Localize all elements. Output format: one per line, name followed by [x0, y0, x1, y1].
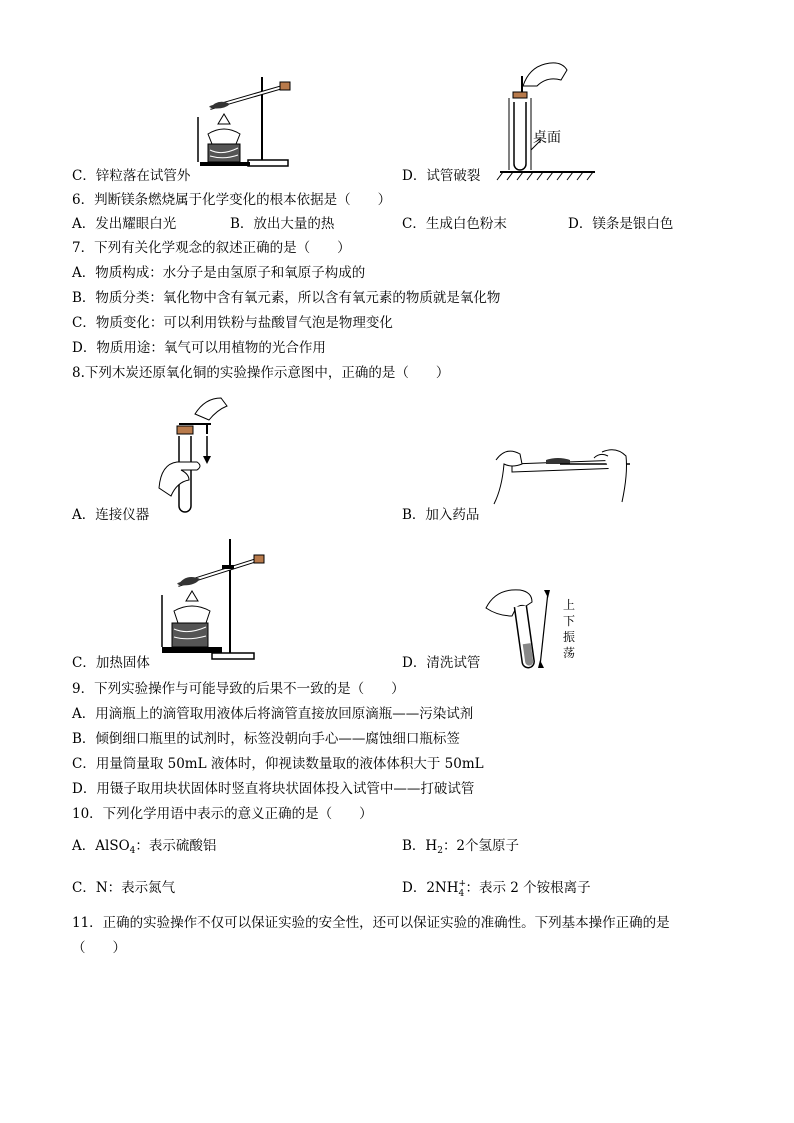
q8-option-d: D．清洗试管 [402, 655, 481, 671]
figure-heating-apparatus-c [190, 72, 300, 172]
shake-label-2: 下 [563, 614, 576, 628]
shake-label-1: 上 [563, 598, 576, 612]
q11-stem-line2: （ ） [72, 940, 126, 956]
q6-option-d: D．镁条是银白色 [568, 216, 674, 232]
q10-b-desc: ：2个氢原子 [442, 838, 520, 854]
q10-a-formula: AlSO [95, 838, 130, 854]
q6-stem: 6．判断镁条燃烧属于化学变化的根本依据是（ ） [72, 192, 392, 208]
q9-stem: 9．下列实验操作与可能导致的后果不一致的是（ ） [72, 681, 405, 697]
shake-label-3: 振 [563, 630, 576, 644]
q6-option-c: C．生成白色粉末 [402, 216, 507, 232]
figure-test-tube-on-desk-d [495, 58, 605, 183]
desk-label: 桌面 [533, 130, 561, 146]
figure-add-powder-b [490, 438, 640, 506]
q5-option-c: C．锌粒落在试管外 [72, 168, 191, 184]
q7-option-a: A．物质构成：水分子是由氢原子和氧原子构成的 [72, 265, 366, 281]
q8-option-c: C．加热固体 [72, 655, 150, 671]
q9-option-b: B．倾倒细口瓶里的试剂时，标签没朝向手心——腐蚀细口瓶标签 [72, 731, 460, 747]
q10-d-desc: ：表示 2 个铵根离子 [465, 880, 591, 896]
q10-d-formula-sub: 4 [458, 889, 465, 899]
q9-option-a: A．用滴瓶上的滴管取用液体后将滴管直接放回原滴瓶——污染试剂 [72, 706, 474, 722]
q8-option-b: B．加入药品 [402, 507, 480, 523]
q10-b-formula-sub: 2 [437, 846, 443, 856]
q10-a-desc: ：表示硫酸铝 [135, 838, 217, 854]
q7-option-b: B．物质分类：氧化物中含有氧元素，所以含有氧元素的物质就是氧化物 [72, 290, 501, 306]
q9-option-c: C．用量筒量取 50mL 液体时，仰视读数量取的液体体积大于 50mL [72, 756, 484, 772]
q8-stem: 8.下列木炭还原氧化铜的实验操作示意图中，正确的是（ ） [72, 365, 450, 381]
q10-a-formula-sub: 4 [129, 846, 136, 856]
q11-stem-line1: 11．正确的实验操作不仅可以保证实验的安全性，还可以保证实验的准确性。下列基本操作正确的是 [72, 915, 670, 931]
figure-wash-test-tube-d [484, 582, 559, 672]
figure-connect-apparatus-a [145, 392, 235, 520]
q10-stem: 10．下列化学用语中表示的意义正确的是（ ） [72, 806, 373, 822]
figure-heating-solid-c [150, 535, 265, 665]
q5-option-d: D．试管破裂 [402, 168, 481, 184]
q10-option-d [402, 879, 591, 899]
q10-d-formula-sup: + [458, 879, 467, 889]
q9-option-d: D．用镊子取用块状固体时竖直将块状固体投入试管中——打破试管 [72, 781, 475, 797]
q10-b-prefix: B． [402, 838, 426, 854]
q10-b-formula: H [425, 838, 438, 854]
q10-d-prefix: D． [402, 880, 427, 896]
q8-option-a: A．连接仪器 [72, 507, 150, 523]
q10-option-b [402, 838, 519, 859]
q10-option-a [72, 838, 216, 859]
q6-option-a: A．发出耀眼白光 [72, 216, 177, 232]
q7-option-c: C．物质变化：可以利用铁粉与盐酸冒气泡是物理变化 [72, 315, 393, 331]
q10-d-formula: 2NH [426, 880, 459, 896]
shake-label-4: 荡 [563, 646, 576, 660]
q10-a-prefix: A． [72, 838, 96, 854]
q7-option-d: D．物质用途：氧气可以用植物的光合作用 [72, 340, 326, 356]
q7-stem: 7．下列有关化学观念的叙述正确的是（ ） [72, 240, 351, 256]
q10-option-c: C．N：表示氮气 [72, 880, 176, 896]
q6-option-b: B．放出大量的热 [230, 216, 335, 232]
